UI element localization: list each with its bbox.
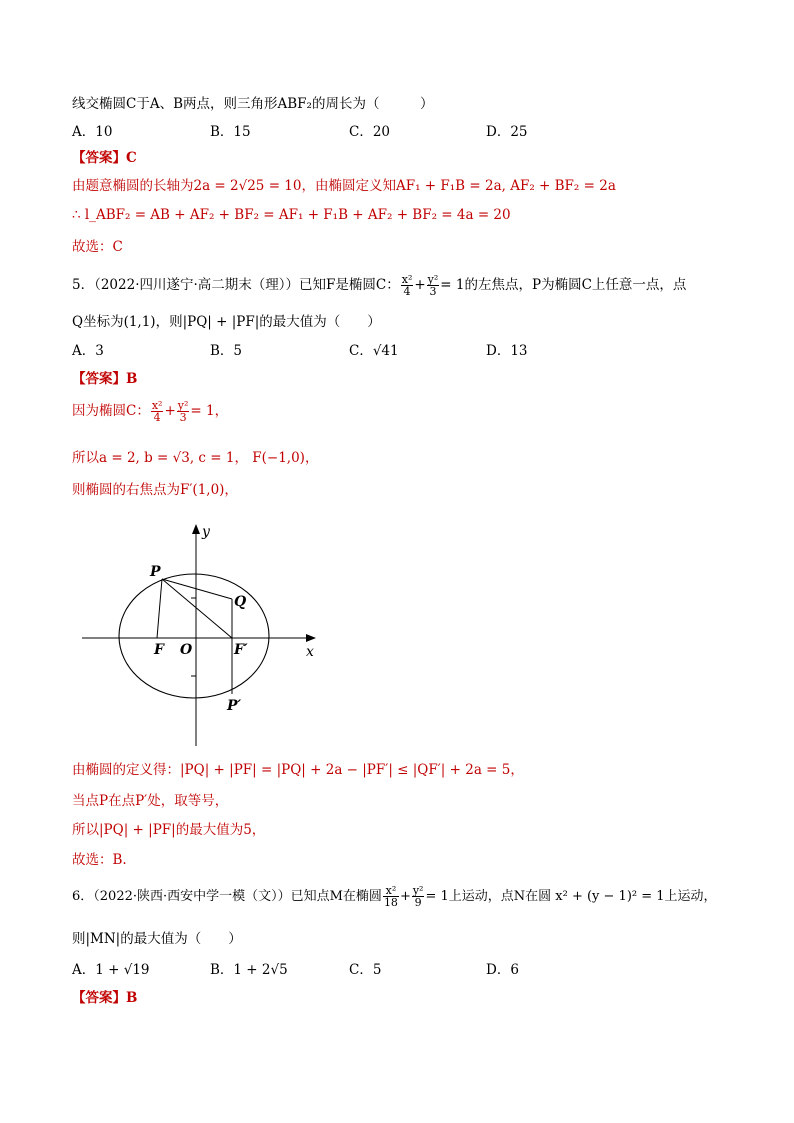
q6-option-c: C．5 bbox=[349, 962, 382, 978]
q5-sol-fraction-x bbox=[151, 400, 164, 423]
q5-stem-prefix: 5．（2022·四川遂宁·高二期末（理））已知F是椭圆C： bbox=[72, 277, 400, 293]
q5-sol-frac2-den: 3 bbox=[179, 411, 187, 424]
label-F: F bbox=[154, 642, 164, 658]
q4-solution-line-2: ∴ l_ABF₂ = AB + AF₂ + BF₂ = AF₁ + F₁B + AF₂ + BF₂ = 4a = 20 bbox=[72, 207, 511, 223]
q4-answer: 【答案】C bbox=[72, 150, 137, 166]
q5-sol-fraction-y bbox=[177, 400, 190, 423]
q5-choose: 故选：B. bbox=[72, 852, 127, 868]
q5-sol1-prefix: 因为椭圆C： bbox=[72, 403, 150, 419]
q5-sol-frac2-num: y² bbox=[177, 399, 189, 412]
ellipse-diagram bbox=[72, 518, 332, 748]
q6-frac2-den: 9 bbox=[414, 896, 422, 909]
q6-stem-line-1: 6．（2022·陕西·西安中学一模（文））已知点M在椭圆 $\frac{\text{x²}}{18}$ + $\frac{\text{y²}}{9}$ = 1上运动，点N在圆 x² + (y − 1)² = 1上运动， bbox=[72, 884, 717, 909]
q6-option-a: A．1 + √19 bbox=[72, 962, 150, 978]
segment-PF bbox=[157, 579, 162, 638]
label-Q: Q bbox=[234, 594, 247, 610]
q5-stem-line-1: 5．（2022·四川遂宁·高二期末（理））已知F是椭圆C： $\frac{\text{x²}}{4}$ + $\frac{\text{y²}}{3}$ = 1的左焦点，P为椭圆C上任意一点，点 bbox=[72, 273, 687, 298]
q5-solution-line-5: 当点P在点P′处，取等号， bbox=[72, 793, 229, 809]
q4-solution-line-1: 由题意椭圆的长轴为2a = 2√25 = 10，由椭圆定义知AF₁ + F₁B = 2a, AF₂ + BF₂ = 2a bbox=[72, 178, 616, 194]
q6-frac1-den: 18 bbox=[383, 896, 398, 909]
q6-stem-suffix: = 1上运动，点N在圆 x² + (y − 1)² = 1上运动， bbox=[425, 889, 717, 904]
q4-option-a: A．10 bbox=[72, 124, 113, 140]
q5-frac1-den: 4 bbox=[403, 285, 411, 298]
q5-fraction-x bbox=[401, 274, 414, 297]
label-y: y bbox=[202, 524, 210, 540]
q4-choose: 故选：C bbox=[72, 239, 123, 255]
q6-option-d: D．6 bbox=[486, 962, 519, 978]
q5-solution-line-2: 所以a = 2, b = √3, c = 1， F(−1,0)， bbox=[72, 450, 319, 466]
q6-fraction-x bbox=[383, 885, 399, 908]
q4-option-c: C．20 bbox=[349, 124, 391, 140]
q5-answer: 【答案】B bbox=[72, 371, 138, 387]
q5-frac2-den: 3 bbox=[429, 285, 437, 298]
q5-solution-line-1: 因为椭圆C： $\frac{\text{x²}}{4}$ + $\frac{\text{y²}}{3}$ = 1， bbox=[72, 399, 229, 424]
label-F-prime: F′ bbox=[234, 642, 248, 658]
q6-frac2-num: y² bbox=[412, 884, 424, 897]
q4-stem: 线交椭圆C于A、B两点，则三角形ABF₂的周长为（ ） bbox=[72, 96, 434, 112]
q5-sol1-suffix: = 1， bbox=[190, 403, 229, 419]
q5-stem-suffix: = 1的左焦点，P为椭圆C上任意一点，点 bbox=[440, 277, 687, 293]
q4-option-d: D．25 bbox=[486, 124, 528, 140]
q5-option-b: B．5 bbox=[210, 343, 243, 359]
q6-answer: 【答案】B bbox=[72, 990, 138, 1006]
x-axis-arrow bbox=[306, 634, 316, 642]
q5-stem-line-2: Q坐标为(1,1)，则|PQ| + |PF|的最大值为（ ） bbox=[72, 314, 381, 330]
q6-fraction-y bbox=[412, 885, 425, 908]
q6-stem-prefix: 6．（2022·陕西·西安中学一模（文））已知点M在椭圆 bbox=[72, 889, 382, 904]
segment-PQ bbox=[162, 579, 232, 599]
q6-stem-line-2: 则|MN|的最大值为（ ） bbox=[72, 931, 242, 947]
q5-solution-line-6: 所以|PQ| + |PF|的最大值为5， bbox=[72, 822, 266, 838]
q5-option-d: D．13 bbox=[486, 343, 528, 359]
label-O: O bbox=[180, 642, 193, 658]
q6-option-b: B．1 + 2√5 bbox=[210, 962, 288, 978]
q4-option-b: B．15 bbox=[210, 124, 251, 140]
q5-frac1-num: x² bbox=[401, 273, 413, 286]
q5-fraction-y bbox=[427, 274, 440, 297]
q5-solution-line-4: 由椭圆的定义得：|PQ| + |PF| = |PQ| + 2a − |PF′| ≤ |QF′| + 2a = 5， bbox=[72, 762, 524, 778]
label-x: x bbox=[306, 644, 314, 660]
label-P: P bbox=[150, 564, 161, 580]
q5-sol-frac1-num: x² bbox=[151, 399, 163, 412]
q6-frac1-num: x² bbox=[383, 885, 399, 897]
ellipse-curve bbox=[119, 574, 269, 698]
q5-option-c: C．√41 bbox=[349, 343, 399, 359]
q5-frac2-num: y² bbox=[427, 273, 439, 286]
q5-solution-line-3: 则椭圆的右焦点为F′(1,0)， bbox=[72, 482, 238, 498]
y-axis-arrow bbox=[192, 524, 200, 534]
label-P-prime: P′ bbox=[227, 698, 242, 714]
q5-option-a: A．3 bbox=[72, 343, 104, 359]
q5-sol-frac1-den: 4 bbox=[153, 411, 161, 424]
segment-PFp bbox=[162, 579, 232, 638]
